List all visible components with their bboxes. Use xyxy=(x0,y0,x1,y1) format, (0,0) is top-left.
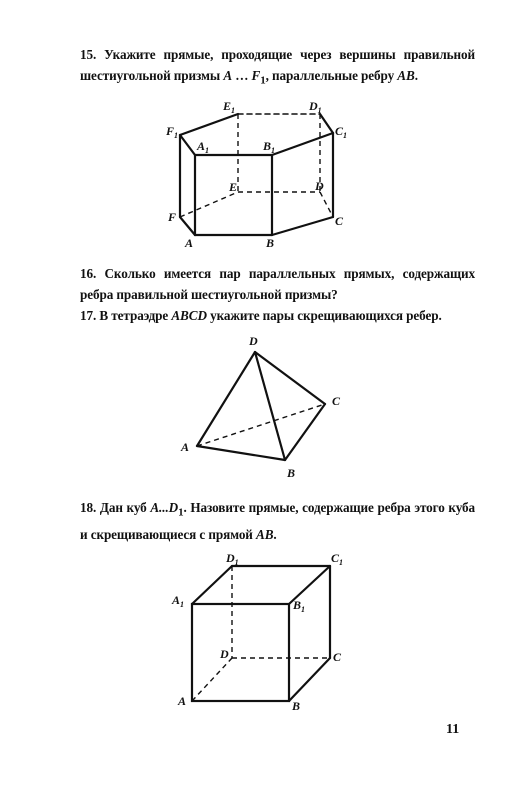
problem-15-number: 15. xyxy=(80,47,97,62)
problem-18 xyxy=(80,497,475,545)
prism-label-f1: $F_1$ xyxy=(166,124,179,140)
tetrahedron-figure xyxy=(175,330,355,490)
prism-label-a: A xyxy=(185,236,194,250)
page-number: 11 xyxy=(446,722,460,737)
problem-16-number: 16. xyxy=(80,266,97,281)
problem-15-vertex-a: A xyxy=(223,68,233,83)
problem-15-vertex-f: F xyxy=(251,68,261,83)
prism-label-f: F xyxy=(168,210,177,224)
cube-figure xyxy=(168,548,358,713)
problem-17-text-b: укажите пары скрещивающихся ребер. xyxy=(206,308,442,323)
problem-15-text-a: Укажите прямые, проходящие через вершины правильной шестиугольной призмы xyxy=(80,47,475,83)
problem-15-text-b: … xyxy=(232,68,252,83)
problem-18-cube-a: A xyxy=(150,500,160,515)
problem-18-cube-mid: ... xyxy=(159,500,169,515)
cube-label-a1: $A_1$ xyxy=(172,593,185,609)
cube-label-c: C xyxy=(333,650,342,664)
tetra-label-b: B xyxy=(287,466,296,480)
tetra-label-a: A xyxy=(181,440,190,454)
prism-label-b1: $B_1$ xyxy=(263,139,276,155)
cube-label-b1: $B_1$ xyxy=(293,598,306,614)
problem-15-text-c: , параллельные ребру xyxy=(265,68,398,83)
problem-17-number: 17. xyxy=(80,308,97,323)
prism-label-e1: $E_1$ xyxy=(223,99,236,115)
cube-label-a: A xyxy=(178,694,187,708)
problem-15-vertex-f-sub: 1 xyxy=(260,74,266,87)
prism-label-d1: $D_1$ xyxy=(309,99,322,115)
prism-label-c1: $C_1$ xyxy=(335,124,348,140)
problem-15 xyxy=(80,44,475,92)
tetra-label-c: C xyxy=(332,394,341,408)
prism-label-e: E xyxy=(229,180,238,194)
problem-18-line: AB xyxy=(256,526,274,542)
problem-18-text-a: Дан куб xyxy=(99,500,151,515)
tetra-label-d: D xyxy=(249,334,258,348)
hexagonal-prism-figure xyxy=(160,95,360,255)
problem-18-number: 18. xyxy=(80,500,97,515)
problem-18-end: . xyxy=(273,526,277,542)
cube-label-b: B xyxy=(292,699,301,713)
prism-label-a1: $A_1$ xyxy=(197,139,210,155)
cube-label-d1: $D_1$ xyxy=(226,551,239,567)
prism-label-c: C xyxy=(335,214,344,228)
problem-17-tetrahedron: ABCD xyxy=(171,308,207,323)
problem-15-end: . xyxy=(414,68,418,83)
cube-label-c1: $C_1$ xyxy=(331,551,344,567)
problem-18-cube-d-sub: 1 xyxy=(178,506,184,519)
cube-label-d: D xyxy=(220,647,229,661)
problem-17-text-a: В тетраэдре xyxy=(99,308,172,323)
problem-16 xyxy=(80,263,475,305)
prism-label-d: D xyxy=(315,179,324,193)
problem-15-edge: AB xyxy=(397,68,415,83)
prism-label-b: B xyxy=(266,236,275,250)
problem-16-text: Сколько имеется пар параллельных прямых, содержащих ребра правильной шестиугольной призмы? xyxy=(80,266,475,302)
problem-17 xyxy=(80,305,475,326)
problem-18-text-b: . Назовите прямые, содержащие ребра этого куба и скрещивающиеся с прямой xyxy=(80,500,476,542)
problem-18-cube-d: D xyxy=(168,500,179,515)
